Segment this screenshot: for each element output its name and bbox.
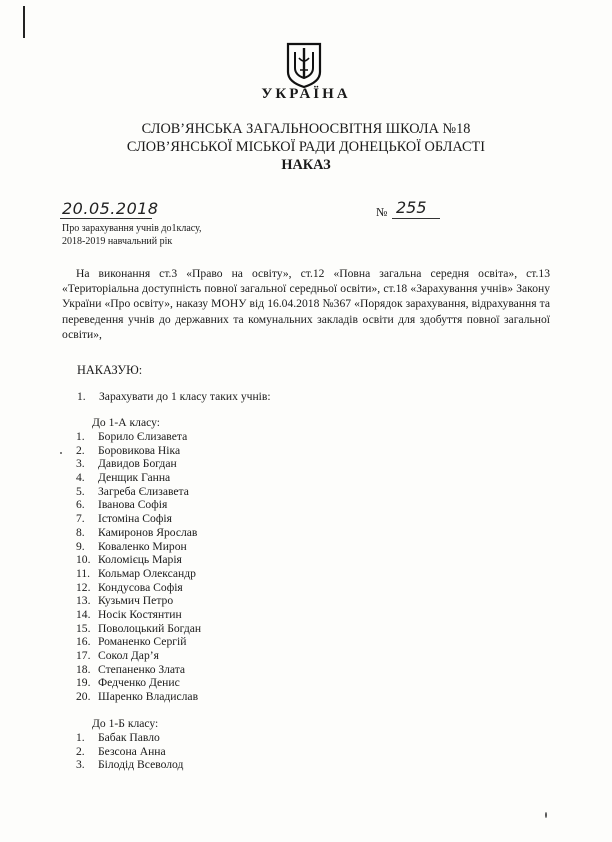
item-number: 1.	[77, 390, 86, 403]
student-name: Коваленко Мирон	[98, 539, 187, 553]
student-list-item	[76, 745, 183, 759]
student-name: Білодід Всеволод	[98, 758, 184, 772]
student-name: Коломієць Марія	[98, 553, 182, 567]
student-list-item	[76, 485, 201, 499]
student-number: 10.	[76, 553, 91, 567]
country-name: УКРАЇНА	[261, 86, 351, 102]
student-name: Романенко Сергій	[98, 635, 187, 649]
student-list-item	[76, 457, 201, 471]
student-number: 3.	[76, 758, 85, 772]
student-number: 2.	[76, 744, 85, 758]
student-number: 2.	[76, 443, 85, 457]
student-number: 18.	[76, 662, 91, 676]
student-name: Кузьмич Петро	[98, 594, 174, 608]
student-list-item	[76, 758, 183, 772]
student-name: Загреба Єлизавета	[98, 484, 189, 498]
student-number: 16.	[76, 635, 91, 649]
student-name: Бабак Павло	[98, 731, 160, 744]
student-number: 9.	[76, 539, 85, 553]
student-list-item	[76, 731, 183, 745]
student-name: Істоміна Софія	[98, 512, 172, 526]
student-list-item	[76, 526, 201, 540]
student-number: 17.	[76, 649, 91, 662]
student-name: Денщик Ганна	[98, 471, 171, 485]
class-b-student-list	[76, 731, 183, 772]
student-number: 19.	[76, 676, 91, 690]
student-list-item	[76, 471, 201, 485]
order-word: НАКАЗУЮ:	[77, 363, 143, 377]
student-number: 1.	[76, 731, 85, 744]
student-name: Шаренко Владислав	[98, 690, 199, 704]
student-name: Поволоцький Богдан	[98, 621, 202, 635]
school-authority-line: СЛОВ’ЯНСЬКОЇ МІСЬКОЇ РАДИ ДОНЕЦЬКОЇ ОБЛАСТІ	[126, 139, 486, 155]
subject-line: Про зарахування учнів до1класу,	[62, 223, 202, 234]
student-name: Степаненко Злата	[98, 662, 186, 676]
student-name: Кольмар Олександр	[98, 566, 196, 580]
student-list-item	[76, 498, 201, 512]
number-underline	[392, 218, 440, 219]
student-number: 5.	[76, 484, 85, 498]
student-list-item	[76, 649, 201, 663]
student-name: Федченко Денис	[98, 676, 180, 690]
class-a-label: До 1-А класу:	[92, 416, 160, 429]
scan-speck	[60, 452, 62, 454]
student-name: Безсона Анна	[98, 744, 166, 758]
student-list-item	[76, 512, 201, 526]
order-number: 255	[396, 198, 427, 217]
student-number: 14.	[76, 607, 91, 621]
student-name: Боровикова Ніка	[98, 443, 181, 457]
student-name: Сокол Дар’я	[98, 649, 159, 662]
student-number: 15.	[76, 621, 91, 635]
student-name: Носік Костянтин	[98, 607, 182, 621]
school-name-line: СЛОВ’ЯНСЬКА ЗАГАЛЬНООСВІТНЯ ШКОЛА №18	[141, 121, 471, 137]
order-date: 20.05.2018	[62, 199, 159, 218]
student-list-item	[76, 635, 201, 649]
scan-speck	[545, 812, 547, 818]
student-list-item	[76, 444, 201, 458]
class-b-label: До 1-Б класу:	[92, 717, 159, 730]
student-number: 3.	[76, 457, 85, 471]
student-number: 1.	[76, 430, 85, 443]
preamble-paragraph	[62, 266, 550, 342]
preamble-text: На виконання ст.3 «Право на освіту», ст.12 «Повна загальна середня освіта», ст.13 «Територіальна доступність повної загальної середньої освіти», ст.18 «Зарахування учнів» Закону України «Про освіту», наказу МОНУ від 16.04.2018 №367 «Порядок зарахування, відрахування та переведення учнів до державних та комунальних закладів освіти для здобуття повної загальної освіти»,	[62, 267, 550, 341]
order-subject	[62, 222, 202, 248]
coat-of-arms-icon	[286, 42, 322, 88]
student-list-item	[76, 581, 201, 595]
student-number: 13.	[76, 594, 91, 608]
student-number: 7.	[76, 512, 85, 526]
student-list-item	[76, 690, 201, 704]
student-name: Борило Єлизавета	[98, 430, 188, 443]
order-item-1	[77, 390, 271, 403]
student-list-item	[76, 663, 201, 677]
student-list-item	[76, 430, 201, 444]
document-title: НАКАЗ	[281, 157, 331, 173]
student-list-item	[76, 567, 201, 581]
student-list-item	[76, 553, 201, 567]
student-name: Іванова Софія	[98, 498, 168, 512]
student-name: Давидов Богдан	[98, 457, 177, 471]
document-header	[0, 120, 612, 174]
order-number-label: №	[376, 205, 388, 219]
subject-line: 2018-2019 навчальний рік	[62, 236, 173, 247]
student-number: 12.	[76, 580, 91, 594]
student-number: 6.	[76, 498, 85, 512]
student-list-item	[76, 608, 201, 622]
scan-margin-line	[23, 6, 25, 38]
item-text: Зарахувати до 1 класу таких учнів:	[99, 390, 271, 403]
date-underline	[60, 218, 152, 219]
student-number: 4.	[76, 471, 85, 485]
student-number: 20.	[76, 690, 91, 704]
student-list-item	[76, 676, 201, 690]
student-list-item	[76, 594, 201, 608]
student-number: 8.	[76, 525, 85, 539]
student-number: 11.	[76, 566, 91, 580]
student-list-item	[76, 622, 201, 636]
class-a-student-list	[76, 430, 201, 704]
student-list-item	[76, 540, 201, 554]
student-name: Кондусова Софія	[98, 580, 183, 594]
student-name: Камиронов Ярослав	[98, 525, 198, 539]
